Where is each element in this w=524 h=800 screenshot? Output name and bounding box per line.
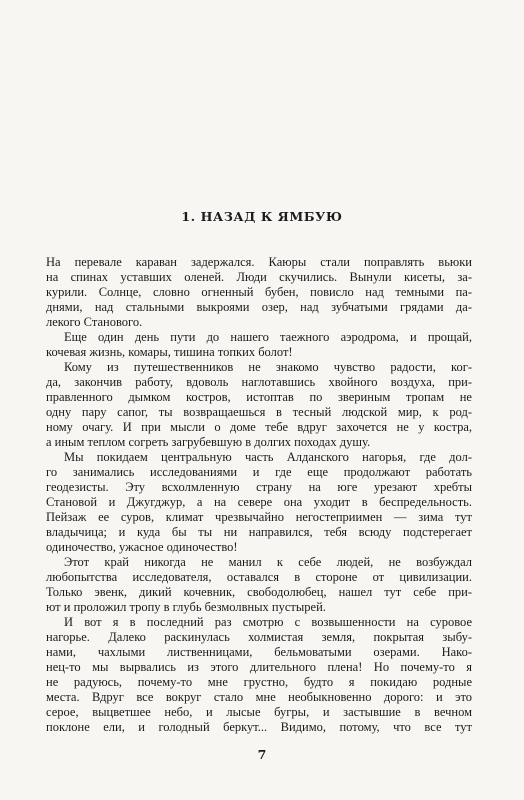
text-line: да, закончив работу, вдоволь наглотавшись хвойного воздуха, при- bbox=[46, 375, 472, 389]
text-line: на спинах уставших оленей. Люди скучились. Вынули кисеты, за- bbox=[46, 270, 472, 284]
text-line: Мы покидаем центральную часть Алданского нагорья, где дол- bbox=[64, 450, 472, 464]
text-line: нец-то мы вырвались из этого длительного плена! Но почему-то я bbox=[46, 660, 472, 674]
text-line: поклоне ели, и голодный беркут... Видимо, потому, что все тут bbox=[46, 720, 472, 734]
text-line: владычица; и куда бы ты ни направился, тебя всюду подстерегает bbox=[46, 525, 472, 539]
text-line: геодезисты. Эту всхолмленную страну на юге урезают хребты bbox=[46, 480, 472, 494]
text-line: И вот я в последний раз смотрю с возвышенности на суровое bbox=[64, 615, 472, 629]
text-line: одну пару сапог, ты возвращаешься в тесный людской мир, к род- bbox=[46, 405, 472, 419]
text-line: Еще один день пути до нашего таежного аэродрома, и прощай, bbox=[64, 330, 472, 344]
page-number: 7 bbox=[257, 747, 267, 762]
text-line: серое, выцветшее небо, и лысые бугры, и застывшие в вечном bbox=[46, 705, 472, 719]
body-text bbox=[46, 255, 472, 735]
text-line: го занимались исследованиями и где еще продолжают работать bbox=[46, 465, 472, 479]
text-line: ют и проложил тропу в глубь безмолвных пустырей. bbox=[46, 600, 326, 614]
text-line: не радуюсь, почему-то мне грустно, будто я покидаю родные bbox=[46, 675, 472, 689]
text-line: правленного дымком костров, истоптав по звериным тропам не bbox=[46, 390, 472, 404]
text-line: Кому из путешественников не знакомо чувство радости, ког- bbox=[64, 360, 472, 374]
text-line: нагорье. Далеко раскинулась холмистая земля, покрытая зыбу- bbox=[46, 630, 472, 644]
text-line: одиночество, ужасное одиночество! bbox=[46, 540, 238, 554]
text-line: кочевая жизнь, комары, тишина топких болот! bbox=[46, 345, 293, 359]
text-line: На перевале караван задержался. Каюры стали поправлять вьюки bbox=[46, 255, 472, 269]
text-line: курили. Солнце, словно огненный бубен, повисло над темными па- bbox=[46, 285, 472, 299]
text-line: Становой и Джугджур, а на севере она уходит в беспредельность. bbox=[46, 495, 472, 509]
text-line: места. Вдруг все вокруг стало мне необыкновенно дорого: и это bbox=[46, 690, 472, 704]
text-line: ному очагу. И при мысли о доме тебе вдруг захочется не у костра, bbox=[46, 420, 472, 434]
text-line: любопытства исследователя, оставался в стороне от цивилизации. bbox=[46, 570, 472, 584]
text-line: Этот край никогда не манил к себе людей, не возбуждал bbox=[64, 555, 472, 569]
text-line: Пейзаж ее суров, климат чрезвычайно негостеприимен — зима тут bbox=[46, 510, 472, 524]
text-line: а иным теплом согреть загрубевшую в долгих походах душу. bbox=[46, 435, 371, 449]
text-line: лекого Станового. bbox=[46, 315, 143, 329]
text-line: днями, над стальными выкроями озер, над зубчатыми грядами да- bbox=[46, 300, 472, 314]
chapter-title: 1. НАЗАД К ЯМБУЮ bbox=[181, 209, 343, 224]
text-line: Только эвенк, дикий кочевник, свободолюбец, нашел тут себе при- bbox=[46, 585, 472, 599]
text-line: нами, чахлыми лиственницами, бельмоватыми озерами. Нако- bbox=[46, 645, 472, 659]
